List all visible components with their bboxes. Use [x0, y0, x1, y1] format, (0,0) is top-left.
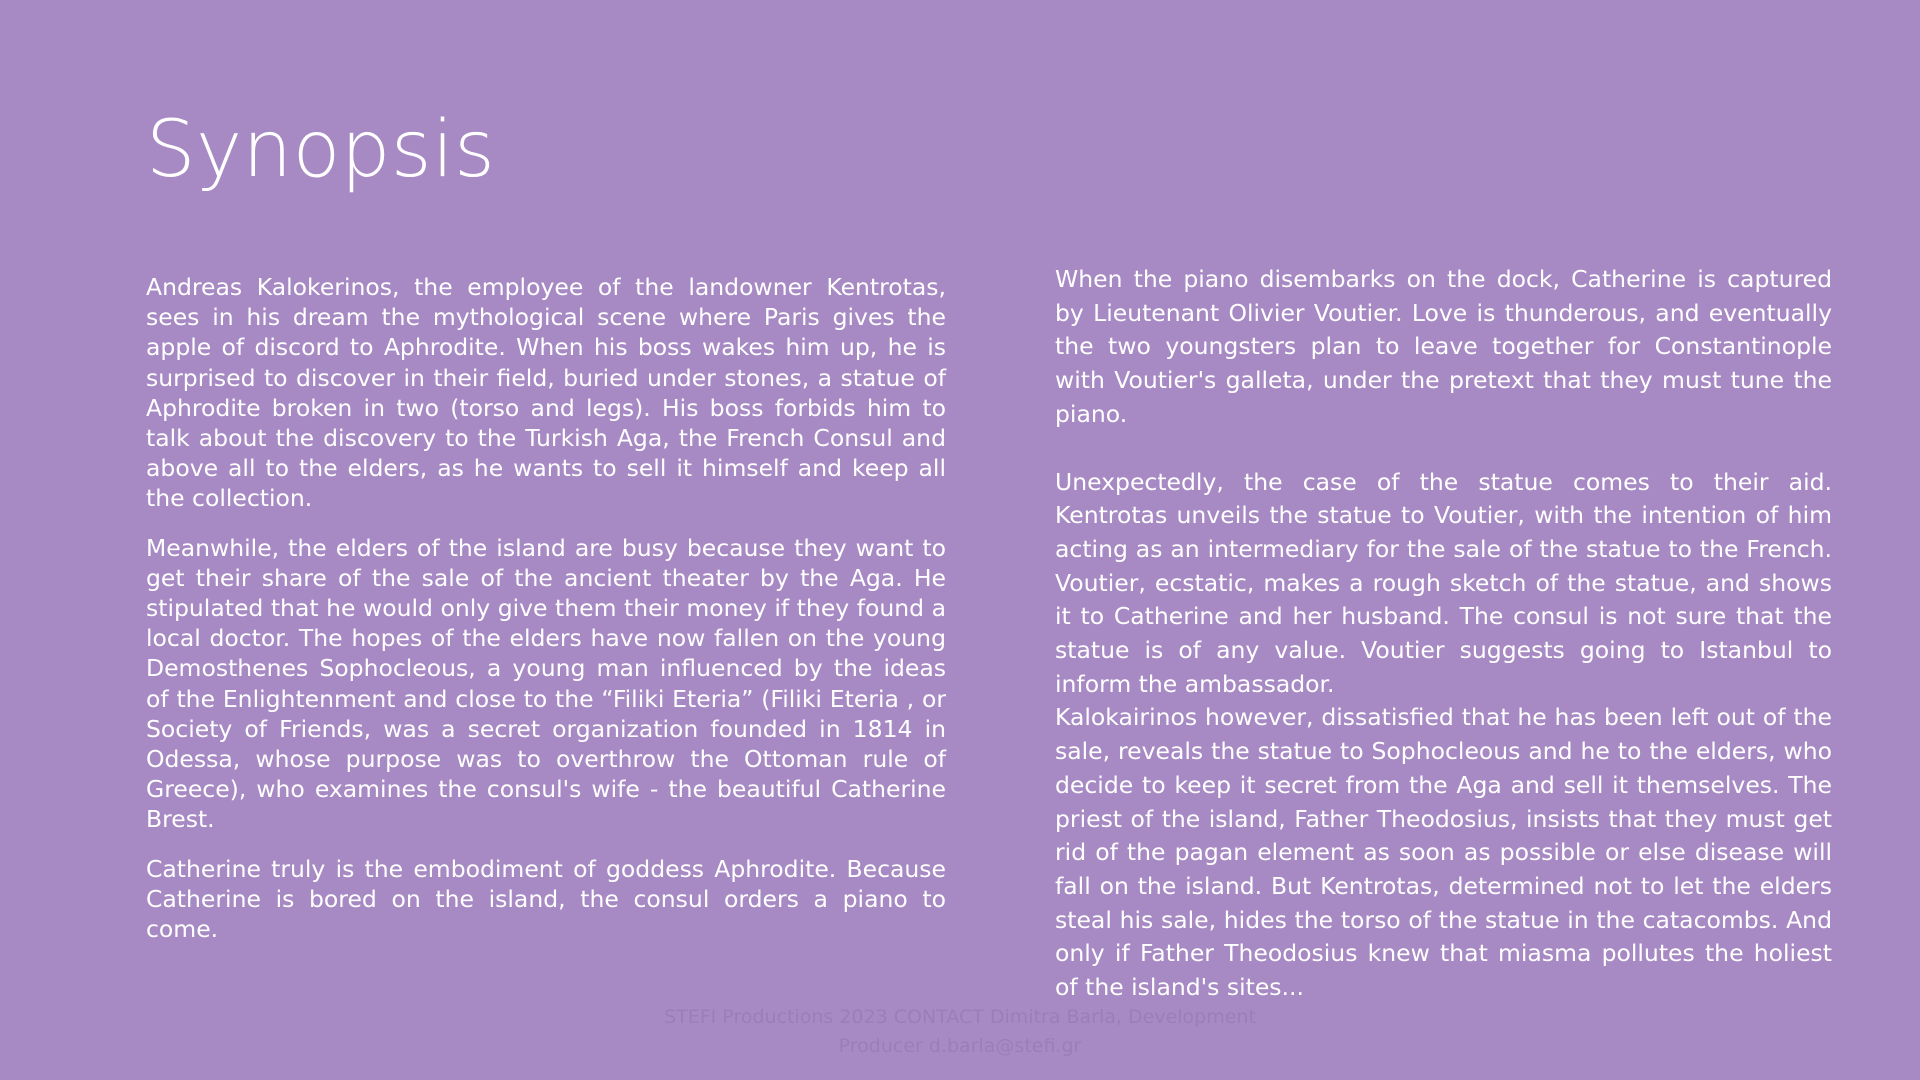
slide-title: Synopsis [146, 105, 496, 195]
synopsis-paragraph: When the piano disembarks on the dock, Catherine is captured by Lieutenant Olivier Voutier. Love is thunderous, and eventually the two youngsters plan to leave together for Constantinople with Voutier's galleta, under the pretext that they must tune the piano. [1055, 265, 1832, 428]
synopsis-paragraph: Andreas Kalokerinos, the employee of the landowner Kentrotas, sees in his dream the mythological scene where Paris gives the apple of discord to Aphrodite. When his boss wakes him up, he is surprised to discover in their field, buried under stones, a statue of Aphrodite broken in two (torso and legs). His boss forbids him to talk about the discovery to the Turkish Aga, the French Consul and above all to the elders, as he wants to sell it himself and keep all the collection. [146, 273, 946, 513]
synopsis-right-column [1055, 263, 1832, 1005]
footer-line-company: STEFI Productions 2023 CONTACT Dimitra Barla, Development [664, 1006, 1256, 1028]
synopsis-paragraph: Catherine truly is the embodiment of goddess Aphrodite. Because Catherine is bored on the island, the consul orders a piano to come. [146, 854, 946, 944]
synopsis-paragraph: Meanwhile, the elders of the island are busy because they want to get their share of the sale of the ancient theater by the Aga. He stipulated that he would only give them their money if they found a local doctor. The hopes of the elders have now fallen on the young Demosthenes Sophocleous, a young man influenced by the ideas of the Enlightenment and close to the “Filiki Eteria” (Filiki Eteria , or Society of Friends, was a secret organization founded in 1814 in Odessa, whose purpose was to overthrow the Ottoman rule of Greece), who examines the consul's wife - the beautiful Catherine Brest. [146, 533, 946, 834]
synopsis-paragraph: Kalokairinos however, dissatisfied that he has been left out of the sale, reveals the statue to Sophocleous and he to the elders, who decide to keep it secret from the Aga and sell it themselves. The priest of the island, Father Theodosius, insists that they must get rid of the pagan element as soon as possible or else disease will fall on the island. But Kentrotas, determined not to let the elders steal his sale, hides the torso of the statue in the catacombs. And only if Father Theodosius knew that miasma pollutes the holiest of the island's sites... [1055, 703, 1832, 1002]
footer-contact [560, 1003, 1360, 1061]
synopsis-left-column [146, 272, 946, 944]
synopsis-paragraph: Unexpectedly, the case of the statue comes to their aid. Kentrotas unveils the statue to Voutier, with the intention of him acting as an intermediary for the sale of the statue to the French. Voutier, ecstatic, makes a rough sketch of the statue, and shows it to Catherine and her husband. The consul is not sure that the statue is of any value. Voutier suggests going to Istanbul to inform the ambassador. [1055, 467, 1832, 698]
footer-line-email: Producer d.barla@stefi.gr [838, 1035, 1082, 1057]
